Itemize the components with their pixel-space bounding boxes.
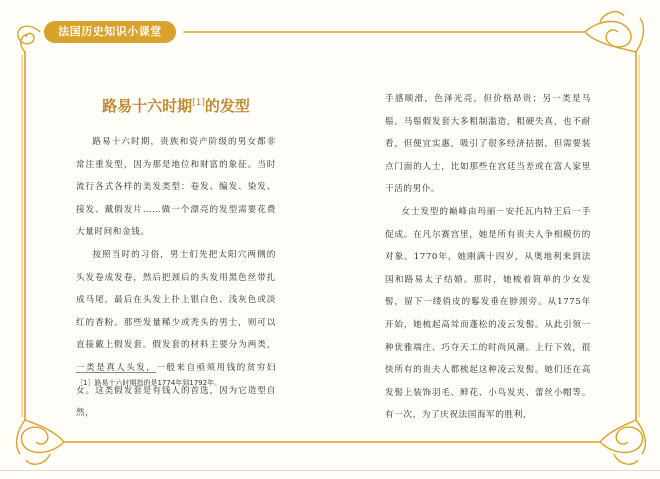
title-footnote-marker: [1] — [192, 98, 205, 108]
corner-flourish-icon — [18, 26, 40, 52]
page-bottom-edge — [0, 470, 660, 471]
article-title-suffix: 的发型 — [204, 97, 250, 115]
article-title — [76, 88, 276, 121]
paragraph: 女士发型的巅峰由玛丽－安托瓦内特王后一手促成。在凡尔赛宫里，她是所有贵夫人争相模仿的对象。1770年，她刚满十四岁，从奥地利来到法国和路易太子结婚。那时，她梳着简单的少女发髻，留下一缕俏皮的鬈发垂在脖颈旁。从1775年开始，她梳起高耸而蓬松的凌云发髻。从此引领一种优雅端庄、巧夺天工的时尚风潮。上行下效，很快所有的贵夫人都梳起这种凌云发髻。她们还在高发髻上装饰羽毛、鲜花、小鸟发夹、蕾丝小帽等。有一次，为了庆祝法国海军的胜利， — [385, 206, 591, 421]
footnote-rule — [76, 372, 156, 373]
paragraph-continued: 手感顺滑，色泽光亮，但价格昂贵；另一类是马鬃。马鬃假发套大多粗制滥造，粗硬失真，也不耐看，但便宜实惠，吸引了很多经济拮据，但需要装点门面的人士，比如那些在宫廷当差或在富人家里干活的男仆。 — [385, 94, 591, 195]
paragraph: 路易十六时期，贵族和资产阶级的男女都非常注重发型，因为那是地位和财富的象征。当时流行各式各样的美发类型：卷发、编发、染发、接发、戴假发片……做一个漂亮的发型需要花费大量时间和金钱。 — [76, 137, 276, 238]
footnote — [76, 372, 276, 389]
article-title-main: 路易十六时期 — [102, 97, 193, 115]
corner-flourish-icon — [17, 420, 64, 464]
corner-flourish-icon — [585, 12, 643, 52]
corner-flourish-icon — [600, 420, 645, 464]
paragraph: 按照当时的习俗，男士们先把太阳穴两侧的头发卷成发卷，然后把颈后的头发用黑色丝带扎成马尾，最后在头发上扑上银白色、浅灰色或淡红的香粉。那些发量稀少或秃头的男士，则可以直接戴上假发套。假发套的材料主要分为两类，一类是真人头发，一般来自亟须用钱的贫穷妇女。这类假发套是有钱人的首选，因为它造型自然， — [76, 249, 276, 419]
footnote-text: ［1］路易十六时期指的是1774年到1792年。 — [76, 379, 222, 387]
section-badge: 法国历史知识小课堂 — [44, 21, 176, 43]
right-column — [385, 88, 591, 427]
